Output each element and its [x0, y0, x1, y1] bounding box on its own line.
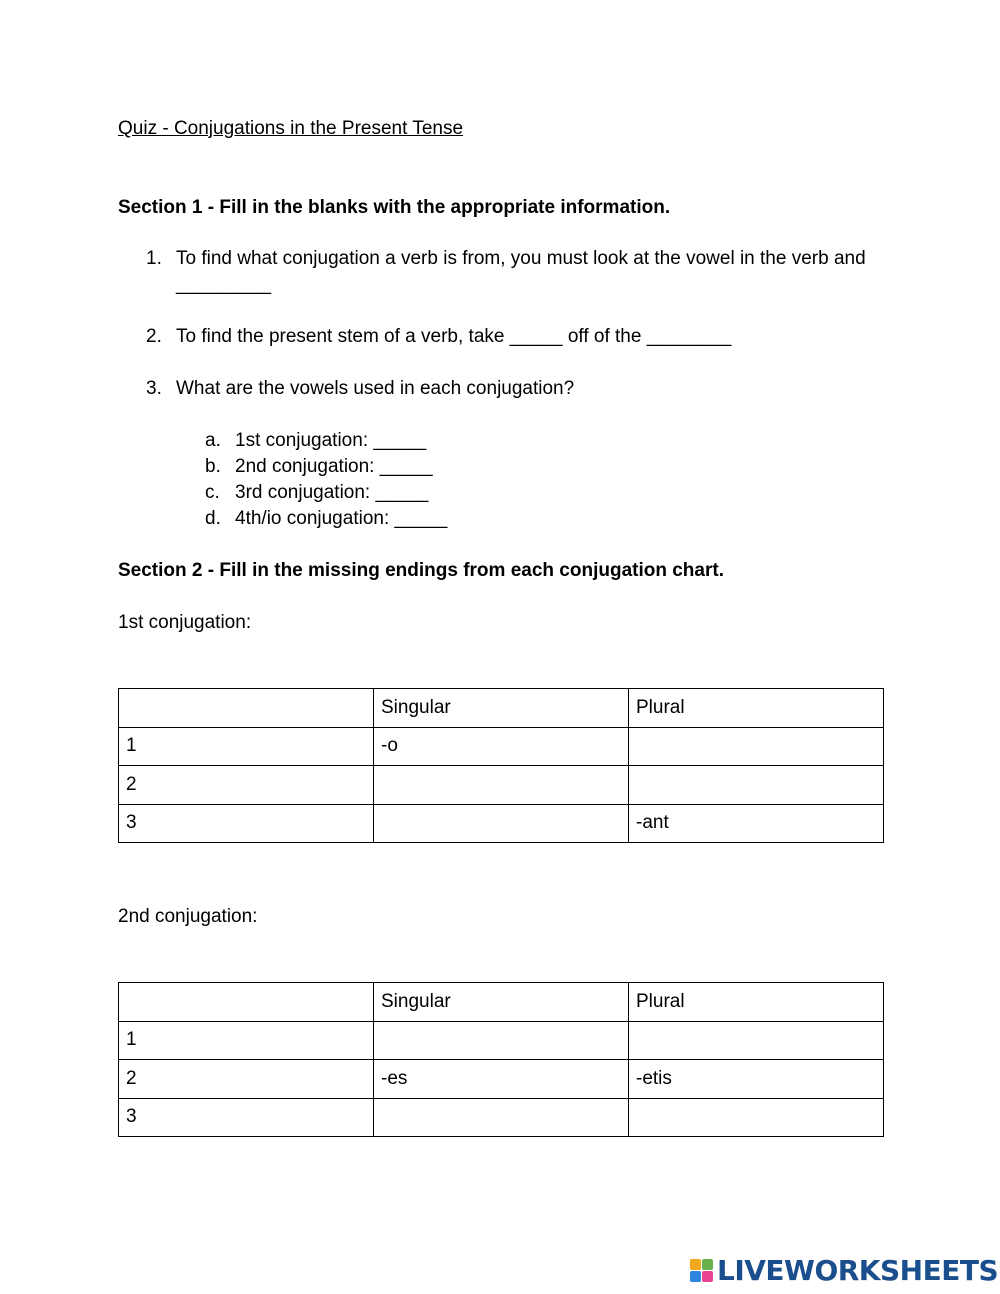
quiz-title: Quiz - Conjugations in the Present Tense	[118, 118, 464, 139]
table-cell[interactable]: -o	[374, 727, 629, 766]
question-text: What are the vowels used in each conjugation?	[176, 378, 575, 399]
subitem-letter: b.	[205, 456, 221, 477]
conjugation-chart-2	[118, 982, 884, 1137]
table-cell	[119, 689, 374, 728]
subitem-letter: c.	[205, 482, 220, 503]
question-text: To find the present stem of a verb, take _____ off of the ________	[176, 326, 732, 347]
logo-icon-square	[690, 1271, 701, 1282]
table-header-row	[119, 983, 884, 1022]
chart-2-label: 2nd conjugation:	[118, 906, 258, 927]
conjugation-chart-1	[118, 688, 884, 843]
table-cell: 3	[119, 804, 374, 843]
section-1-heading: Section 1 - Fill in the blanks with the appropriate information.	[118, 197, 671, 218]
table-cell[interactable]	[629, 727, 884, 766]
section-2-heading: Section 2 - Fill in the missing endings from each conjugation chart.	[118, 560, 724, 581]
table-cell	[119, 983, 374, 1022]
table-cell: Plural	[629, 983, 884, 1022]
table-cell: Plural	[629, 689, 884, 728]
subitem-text: 4th/io conjugation: _____	[235, 508, 448, 529]
table-cell: Singular	[374, 689, 629, 728]
table-row	[119, 1060, 884, 1099]
subitem-text: 2nd conjugation: _____	[235, 456, 433, 477]
table-cell: 1	[119, 1021, 374, 1060]
liveworksheets-logo-icon	[690, 1259, 713, 1282]
table-row	[119, 1098, 884, 1137]
table-cell: 2	[119, 766, 374, 805]
subitem-letter: d.	[205, 508, 221, 529]
logo-icon-square	[702, 1271, 713, 1282]
subitem-text: 1st conjugation: _____	[235, 430, 427, 451]
table-row	[119, 1021, 884, 1060]
logo-text: LIVEWORKSHEETS	[717, 1253, 999, 1287]
table-cell[interactable]	[374, 804, 629, 843]
table-cell: 1	[119, 727, 374, 766]
chart-1-label: 1st conjugation:	[118, 612, 252, 633]
logo-icon-square	[690, 1259, 701, 1270]
table-cell[interactable]	[374, 1098, 629, 1137]
subitem-letter: a.	[205, 430, 221, 451]
question-text: To find what conjugation a verb is from, you must look at the vowel in the verb and _________	[176, 248, 866, 295]
liveworksheets-logo	[690, 1253, 998, 1287]
table-cell: 3	[119, 1098, 374, 1137]
table-row	[119, 804, 884, 843]
logo-icon-square	[702, 1259, 713, 1270]
table-cell[interactable]: -ant	[629, 804, 884, 843]
table-row	[119, 766, 884, 805]
table-header-row	[119, 689, 884, 728]
question-number: 1.	[146, 248, 162, 269]
table-cell: 2	[119, 1060, 374, 1099]
table-cell[interactable]	[374, 766, 629, 805]
table-cell[interactable]	[629, 1098, 884, 1137]
subitem-text: 3rd conjugation: _____	[235, 482, 429, 503]
table-cell[interactable]	[629, 1021, 884, 1060]
table-row	[119, 727, 884, 766]
table-cell[interactable]	[629, 766, 884, 805]
table-cell[interactable]	[374, 1021, 629, 1060]
question-number: 3.	[146, 378, 162, 399]
table-cell[interactable]: -etis	[629, 1060, 884, 1099]
table-cell: Singular	[374, 983, 629, 1022]
question-number: 2.	[146, 326, 162, 347]
table-cell[interactable]: -es	[374, 1060, 629, 1099]
